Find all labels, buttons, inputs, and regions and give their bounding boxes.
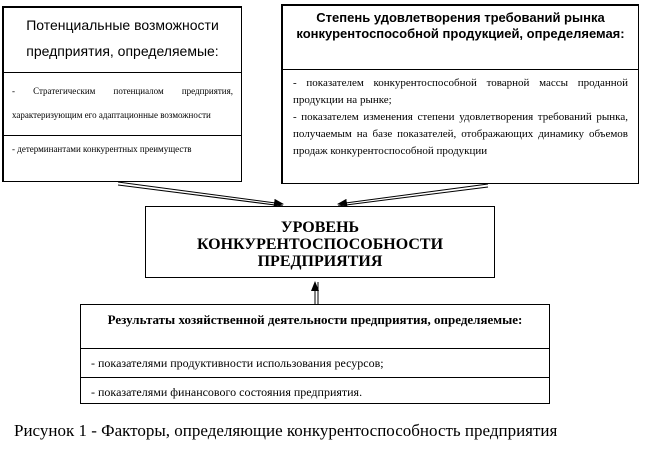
competitiveness-title-line-3: ПРЕДПРИЯТИЯ [257,253,383,270]
arrow-bottom-to-center [315,282,318,304]
strategic-potential-item: - Стратегическим потенциалом предприятия, характеризующим его адаптационные возможности [12,86,233,120]
arrow-right-to-center [338,184,488,206]
competitiveness-title-line-2: КОНКУРЕНТОСПОСОБНОСТИ [196,236,444,253]
figure-caption: Рисунок 1 - Факторы, определяющие конкурентоспособность предприятия [14,421,558,440]
competitive-determinants-item: - детерминантами конкурентных преимуществ [4,135,241,156]
financial-state-item: - показателями финансового состояния предприятия. [81,377,549,400]
business-results-header: Результаты хозяйственной деятельности предприятия, определяемые: [81,305,549,349]
market-satisfaction-items [283,70,638,160]
market-satisfaction-header: Степень удовлетворения требований рынка конкурентоспособной продукцией, определяемая: [283,6,638,70]
commodity-mass-item: - показателем конкурентоспособной товарной массы проданной продукции на рынке; [293,77,628,106]
potential-capabilities-header: Потенциальные возможности предприятия, определяемые: [4,8,241,73]
competitiveness-title-line-1: УРОВЕНЬ [280,219,360,236]
market-satisfaction-box [281,4,639,184]
business-results-box [80,304,550,404]
potential-capabilities-box [2,6,242,182]
arrow-left-to-center [118,182,283,206]
resource-productivity-item: - показателями продуктивности использования ресурсов; [91,356,384,370]
satisfaction-change-item: - показателем изменения степени удовлетворения требований рынка, получаемым на базе показателей, отображающих динамику объемов продаж конкурентоспособной продукции [293,111,628,157]
competitiveness-level-box [145,206,495,278]
